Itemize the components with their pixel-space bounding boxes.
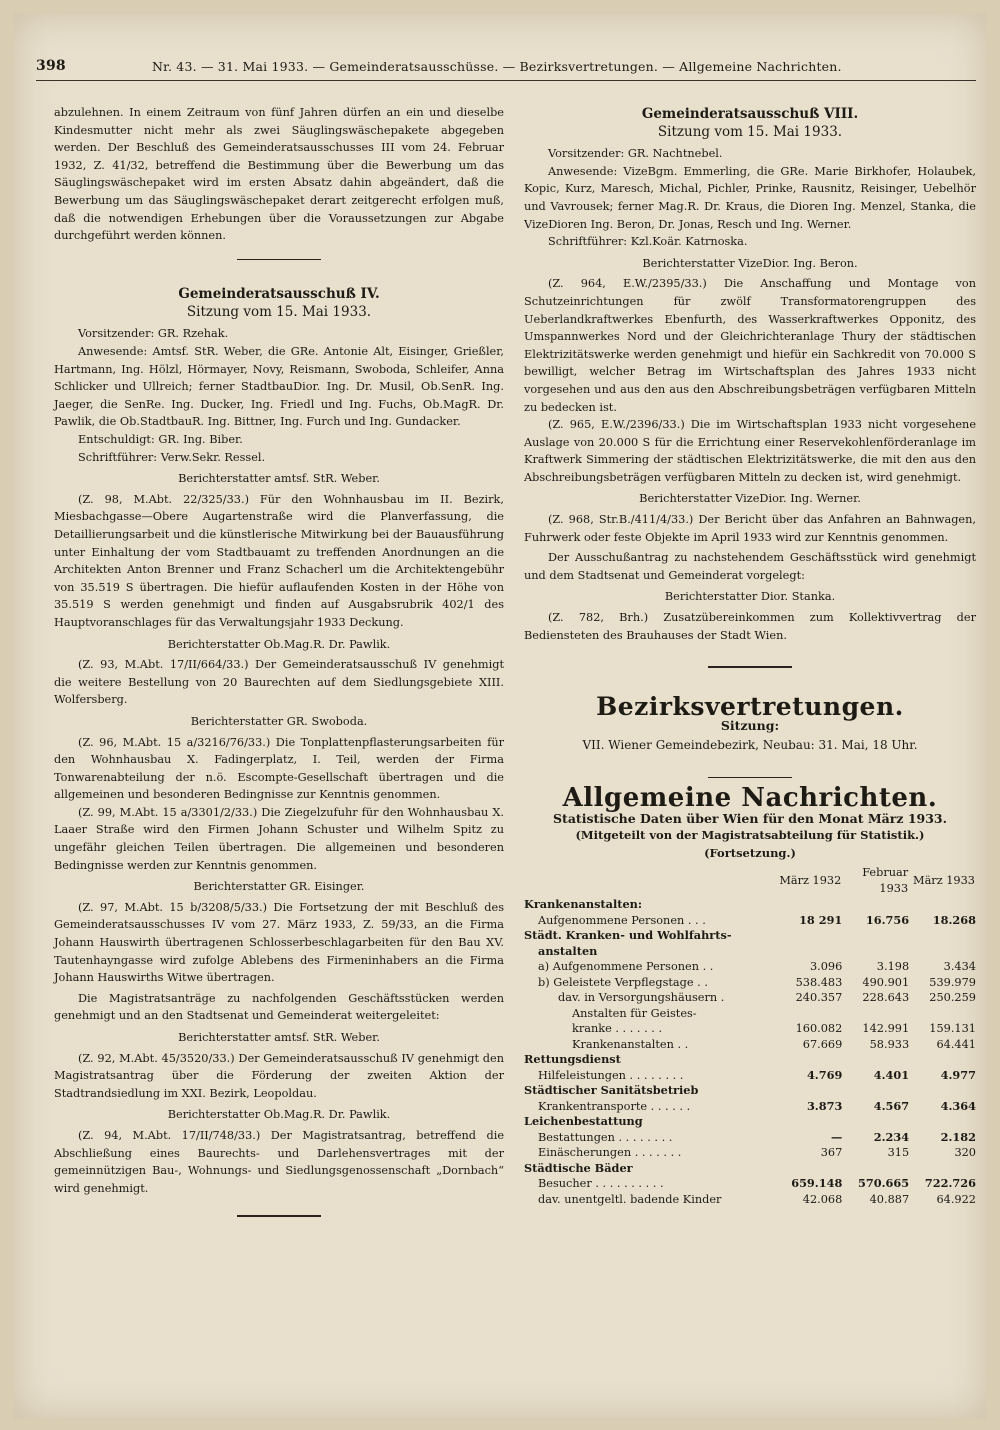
table-cell	[842, 1161, 909, 1177]
agenda-item: (Z. 964, E.W./2395/33.) Die Anschaffung und Montage von Schutzeinrichtungen für zwölf Transformatorengruppen des Ueberlandkraftwerkes Ebenfurth, des Wasserkraftwerkes Opponitz, des Umspannwerkes Nord und der Gleichrichteranlage Thury der städtischen Elektrizitätswerke werden genehmigt und hiefür ein Sachkredit von 70.000 S bewilligt, welcher Betrag im Wirtschaftsplan des Jahres 1933 nicht vorgesehen und aus den aus den Abschreibungsbeträgen verfügbaren Mitteln zu bedecken ist.	[524, 277, 976, 414]
label-column-header	[524, 864, 775, 897]
table-cell: 570.665	[858, 1176, 910, 1191]
agenda-item: (Z. 99, M.Abt. 15 a/3301/2/33.) Die Ziegelzufuhr für den Wohnhausbau X. Laaer Straße wird den Firmen Johann Schuster und Wilhelm Spitz zu ungefähr gleichen Teilen übertragen. Die allgemeinen und besonderen Bedingnisse werden zur Kenntnis genommen.	[54, 805, 504, 872]
agenda-item: (Z. 782, Brh.) Zusatzübereinkommen zum Kollektivvertrag der Bediensteten des Brauhauses der Stadt Wien.	[524, 611, 976, 642]
row-label: dav. in Versorgungshäusern .	[558, 991, 725, 1005]
row-label: Anstalten für Geistes-	[572, 1006, 697, 1020]
agenda-item: (Z. 96, M.Abt. 15 a/3216/76/33.) Die Tonplattenpflasterungsarbeiten für den Wohnhausbau X. Fadingerplatz, I. Teil, werden der Firma Tonwarenabteilung der n.ö. Escompte-Gesellschaft übertragen und die allgemeinen und besonderen Bedingnisse zur Kenntnis genommen.	[54, 735, 504, 802]
general-news-title: Allgemeine Nachrichten.	[562, 783, 938, 813]
table-row	[524, 975, 976, 991]
row-label: Krankentransporte . . . . . .	[538, 1099, 691, 1113]
intro-paragraph: abzulehnen. In einem Zeitraum von fünf Jahren dürfen an ein und dieselbe Kindesmutter nicht mehr als zwei Säuglingswäschepakete abgegeben werden. Der Beschluß des Gemeinderatsausschusses III vom 24. Februar 1932, Z. 41/32, betreffend die Bestimmung über die Bewerbung um das Säuglingswäschepaket wird im ersten Absatz dahin abgeändert, daß die Bewerbung um das Säuglingswäschepaket derart zeitgerecht erfolgen muß, daß die notwendigen Erhebungen über die Voraussetzungen zur Abgabe durchgeführt werden können.	[54, 106, 504, 243]
table-cell: 228.643	[862, 991, 910, 1005]
attendees-paragraph: Anwesende: VizeBgm. Emmerling, die GRe. Marie Birkhofer, Holaubek, Kopic, Kurz, Maresch, Michal, Pichler, Prinke, Rausnitz, Reisinger, Uebelhör und Vavrousek; ferner Mag.R. Dr. Kraus, die Dioren Ing. Menzel, Stanka, die VizeDioren Ing. Beron, Dr. Jonas, Resch und Ing. Werner.	[524, 164, 976, 231]
table-row	[524, 1052, 976, 1068]
secretary-line: Schriftführer: Verw.Sekr. Ressel.	[78, 450, 266, 464]
statistics-table	[524, 864, 976, 1207]
table-row	[524, 1099, 976, 1115]
section-session-date: Sitzung vom 15. Mai 1933.	[186, 303, 372, 320]
table-cell	[775, 1052, 842, 1068]
table-cell	[909, 897, 976, 913]
statistics-source: (Mitgeteilt von der Magistratsabteilung für Statistik.)	[575, 828, 925, 843]
table-header-row	[524, 864, 976, 897]
table-cell	[842, 1052, 909, 1068]
table-cell	[909, 1006, 976, 1022]
table-row	[524, 1145, 976, 1161]
continuation-note: (Fortsetzung.)	[704, 845, 796, 860]
table-cell	[909, 944, 976, 960]
table-row	[524, 1161, 976, 1177]
agenda-item: (Z. 968, Str.B./411/4/33.) Der Bericht über das Anfahren an Bahnwagen, Fuhrwerk oder feste Objekte im April 1933 wird zur Kenntnis genommen.	[524, 513, 976, 544]
table-row	[524, 1037, 976, 1053]
table-row	[524, 944, 976, 960]
table-cell: 539.979	[929, 975, 976, 989]
table-cell	[842, 928, 909, 944]
column-header: Februar 1933	[862, 866, 909, 895]
table-row	[524, 1006, 976, 1022]
table-cell: 3.096	[809, 960, 843, 974]
row-label: dav. unentgeltl. badende Kinder	[538, 1192, 722, 1206]
table-cell: 659.148	[791, 1176, 843, 1191]
table-cell	[775, 1083, 842, 1099]
reporter-line: Berichterstatter amtsf. StR. Weber.	[178, 472, 380, 486]
table-row	[524, 1130, 976, 1146]
table-row	[524, 1068, 976, 1084]
row-label: Aufgenommene Personen . . .	[538, 913, 706, 927]
row-label: Einäscherungen . . . . . . .	[538, 1146, 682, 1160]
table-cell: 67.669	[802, 1037, 843, 1051]
table-cell: 367	[820, 1146, 843, 1160]
table-cell: 3.873	[806, 1098, 843, 1113]
page-header	[36, 44, 976, 81]
table-cell	[842, 1006, 909, 1022]
chair-line: Vorsitzender: GR. Nachtnebel.	[548, 147, 723, 161]
table-cell: 4.364	[940, 1098, 976, 1113]
table-row	[524, 1176, 976, 1192]
table-cell: 40.887	[869, 1192, 910, 1206]
table-cell: 3.434	[943, 960, 976, 974]
row-label: Rettungsdienst	[524, 1052, 621, 1067]
table-cell: 2.182	[940, 1129, 976, 1144]
row-label: Besucher . . . . . . . . . .	[538, 1177, 664, 1191]
page-number: 398	[36, 58, 66, 74]
reporter-line: Berichterstatter Ob.Mag.R. Dr. Pawlik.	[167, 637, 391, 651]
attendees-paragraph: Anwesende: Amtsf. StR. Weber, die GRe. Antonie Alt, Eisinger, Grießler, Hartmann, Ing. Hölzl, Hörmayer, Novy, Reismann, Swoboda, Schleifer, Anna Schlicker und Ullreich; ferner StadtbauDior. Ing. Dr. Musil, Ob.SenR. Ing. Jaeger, die SenRe. Ing. Ducker, Ing. Friedl und Ing. Fuchs, Ob.MagR. Dr. Pawlik, die Ob.StadtbauR. Ing. Bittner, Ing. Furch und Ing. Gundacker.	[54, 345, 504, 429]
table-row	[524, 913, 976, 929]
table-row	[524, 1083, 976, 1099]
table-cell: 4.977	[940, 1067, 976, 1082]
excused-line: Entschuldigt: GR. Ing. Biber.	[78, 433, 243, 446]
reporter-line: Berichterstatter GR. Eisinger.	[193, 880, 365, 894]
table-cell: 722.726	[924, 1176, 976, 1191]
section-session-date: Sitzung vom 15. Mai 1933.	[657, 123, 843, 140]
table-cell: 64.441	[936, 1037, 976, 1051]
table-cell: 58.933	[869, 1037, 910, 1051]
section-divider	[708, 777, 792, 779]
row-label: Hilfeleistungen . . . . . . . .	[538, 1068, 684, 1082]
agenda-item: (Z. 97, M.Abt. 15 b/3208/5/33.) Die Fortsetzung der mit Beschluß des Gemeinderatsausschusses IV vom 27. März 1933, Z. 59/33, an die Firma Johann Hauswirth übertragenen Schlosserbeschlagarbeiten für den Bau XV. Tautenhayngasse wird zufolge Ablebens des Firmeninhabers an die Firma Johann Hauswirths Witwe übertragen.	[54, 900, 504, 985]
right-column	[524, 104, 976, 1207]
agenda-item: (Z. 94, M.Abt. 17/II/748/33.) Der Magistratsantrag, betreffend die Abschließung eines Baurechts- und Darlehensvertrages mit der gemeinnützigen Bau-, Wohnungs- und Siedlungsgenossenschaft „Dornbach“ wird genehmigt.	[54, 1128, 504, 1195]
table-cell: 142.991	[862, 1022, 910, 1036]
table-cell	[775, 1006, 842, 1022]
reporter-line: Berichterstatter VizeDior. Ing. Beron.	[642, 256, 858, 270]
table-cell: 315	[887, 1146, 910, 1160]
newspaper-page	[14, 14, 986, 1418]
table-cell	[909, 1161, 976, 1177]
table-cell: 3.198	[876, 960, 910, 974]
reporter-line: Berichterstatter Ob.Mag.R. Dr. Pawlik.	[167, 1108, 391, 1122]
row-label: Bestattungen . . . . . . . .	[538, 1130, 673, 1144]
table-cell	[775, 1161, 842, 1177]
secretary-line: Schriftführer: Kzl.Koär. Katrnoska.	[548, 235, 748, 249]
agenda-item: (Z. 93, M.Abt. 17/II/664/33.) Der Gemeinderatsausschuß IV genehmigt die weitere Bestellung von 20 Baurechten auf dem Siedlungsgebiete XIII. Wolfersberg.	[54, 658, 504, 707]
row-label: Leichenbestattung	[524, 1114, 643, 1129]
chair-line: Vorsitzender: GR. Rzehak.	[78, 327, 229, 341]
district-session-line: VII. Wiener Gemeindebezirk, Neubau: 31. Mai, 18 Uhr.	[582, 737, 918, 752]
reporter-line: Berichterstatter GR. Swoboda.	[190, 714, 368, 728]
table-cell: 320	[954, 1146, 976, 1160]
table-row	[524, 959, 976, 975]
table-cell	[775, 897, 842, 913]
table-cell: 538.483	[795, 975, 843, 989]
row-label: kranke . . . . . . .	[572, 1022, 663, 1036]
table-row	[524, 1114, 976, 1130]
table-cell	[909, 1114, 976, 1130]
table-cell: 490.901	[862, 975, 910, 989]
statistics-table-body	[524, 897, 976, 1207]
session-label: Sitzung:	[720, 718, 780, 734]
reporter-line: Berichterstatter VizeDior. Ing. Werner.	[639, 492, 861, 506]
table-cell: 18.268	[932, 912, 976, 927]
table-cell: 4.401	[873, 1067, 910, 1082]
table-cell: 2.234	[873, 1129, 910, 1144]
left-column	[54, 104, 504, 1243]
table-cell	[775, 944, 842, 960]
running-title: Nr. 43. — 31. Mai 1933. — Gemeinderatsausschüsse. — Bezirksvertretungen. — Allgemeine Nachrichten.	[152, 59, 842, 74]
reporter-line: Berichterstatter amtsf. StR. Weber.	[178, 1031, 380, 1044]
row-label: Städt. Kranken- und Wohlfahrts-	[524, 928, 732, 943]
section-divider	[708, 666, 792, 668]
table-cell	[909, 1052, 976, 1068]
section-title-viii: Gemeinderatsausschuß VIII.	[641, 106, 859, 122]
forwarding-note: Der Ausschußantrag zu nachstehendem Geschäftsstück wird genehmigt und dem Stadtsenat und Gemeinderat vorgelegt:	[524, 551, 976, 582]
row-label: Krankenanstalten . .	[572, 1037, 689, 1051]
table-row	[524, 928, 976, 944]
row-label: anstalten	[538, 943, 598, 958]
table-cell	[909, 928, 976, 944]
row-label: Städtische Bäder	[524, 1160, 633, 1175]
table-row	[524, 1192, 976, 1208]
table-cell: 4.769	[806, 1067, 843, 1082]
agenda-item: (Z. 92, M.Abt. 45/3520/33.) Der Gemeinderatsausschuß IV genehmigt den Magistratsantrag über die Förderung der zweiten Aktion der Stadtrandsiedlung im XXI. Bezirk, Leopoldau.	[54, 1051, 504, 1100]
table-cell: 160.082	[795, 1022, 843, 1036]
statistics-heading: Statistische Daten über Wien für den Monat März 1933.	[553, 810, 947, 826]
reporter-line: Berichterstatter Dior. Stanka.	[664, 590, 836, 604]
table-cell: 159.131	[929, 1022, 976, 1036]
table-row	[524, 1021, 976, 1037]
table-cell: 250.259	[929, 991, 976, 1005]
table-cell	[842, 1114, 909, 1130]
table-cell	[842, 944, 909, 960]
agenda-item: (Z. 98, M.Abt. 22/325/33.) Für den Wohnhausbau im II. Bezirk, Miesbachgasse—Obere Augartenstraße wird die Planverfassung, die Detaillierungsarbeit und die künstlerische Mitwirkung bei der Bauausführung unter Einhaltung der vom Stadtbauamt zu treffenden Anordnungen an die Architekten Anton Brenner und Franz Schacherl um die Architektengebühr von 35.519 S übertragen. Die hiefür auflaufenden Kosten in der Höhe von 35.519 S werden genehmigt und finden auf Ausgabsrubrik 402/1 des Hauptvoranschlages für das Verwaltungsjahr 1933 Deckung.	[54, 492, 504, 629]
table-cell: 64.922	[936, 1192, 976, 1206]
table-cell	[775, 1114, 842, 1130]
row-label: Krankenanstalten:	[524, 897, 643, 912]
table-cell: 4.567	[873, 1098, 910, 1113]
district-council-title: Bezirksvertretungen.	[596, 691, 904, 721]
table-cell: 240.357	[795, 991, 843, 1005]
row-label: a) Aufgenommene Personen . .	[538, 960, 714, 974]
table-cell	[842, 897, 909, 913]
table-cell	[842, 1083, 909, 1099]
section-title-iv: Gemeinderatsausschuß IV.	[178, 286, 380, 303]
row-label: Städtischer Sanitätsbetrieb	[524, 1083, 699, 1098]
table-row	[524, 897, 976, 913]
table-cell: 42.068	[802, 1192, 843, 1206]
column-header: März 1933	[913, 874, 975, 888]
forwarding-note: Die Magistratsanträge zu nachfolgenden Geschäftsstücken werden genehmigt und an den Stadtsenat und Gemeinderat weitergeleitet:	[54, 991, 504, 1023]
table-cell: 18 291	[799, 912, 843, 927]
table-cell: —	[831, 1129, 843, 1144]
table-row	[524, 990, 976, 1006]
section-divider	[237, 1215, 321, 1217]
agenda-item: (Z. 965, E.W./2396/33.) Die im Wirtschaftsplan 1933 nicht vorgesehene Auslage von 20.000 S für die Errichtung einer Reservekohlenförderanlage im Kraftwerk Simmering der städtischen Elektrizitätswerke, die mit den aus den Abschreibungsbeträgen verfügbaren Mitteln zu decken ist, wird genehmigt.	[524, 418, 976, 484]
table-cell	[775, 928, 842, 944]
table-cell	[909, 1083, 976, 1099]
column-header: März 1932	[779, 874, 842, 888]
section-divider	[237, 259, 321, 261]
table-cell: 16.756	[865, 912, 910, 927]
row-label: b) Geleistete Verpflegstage . .	[538, 975, 708, 989]
